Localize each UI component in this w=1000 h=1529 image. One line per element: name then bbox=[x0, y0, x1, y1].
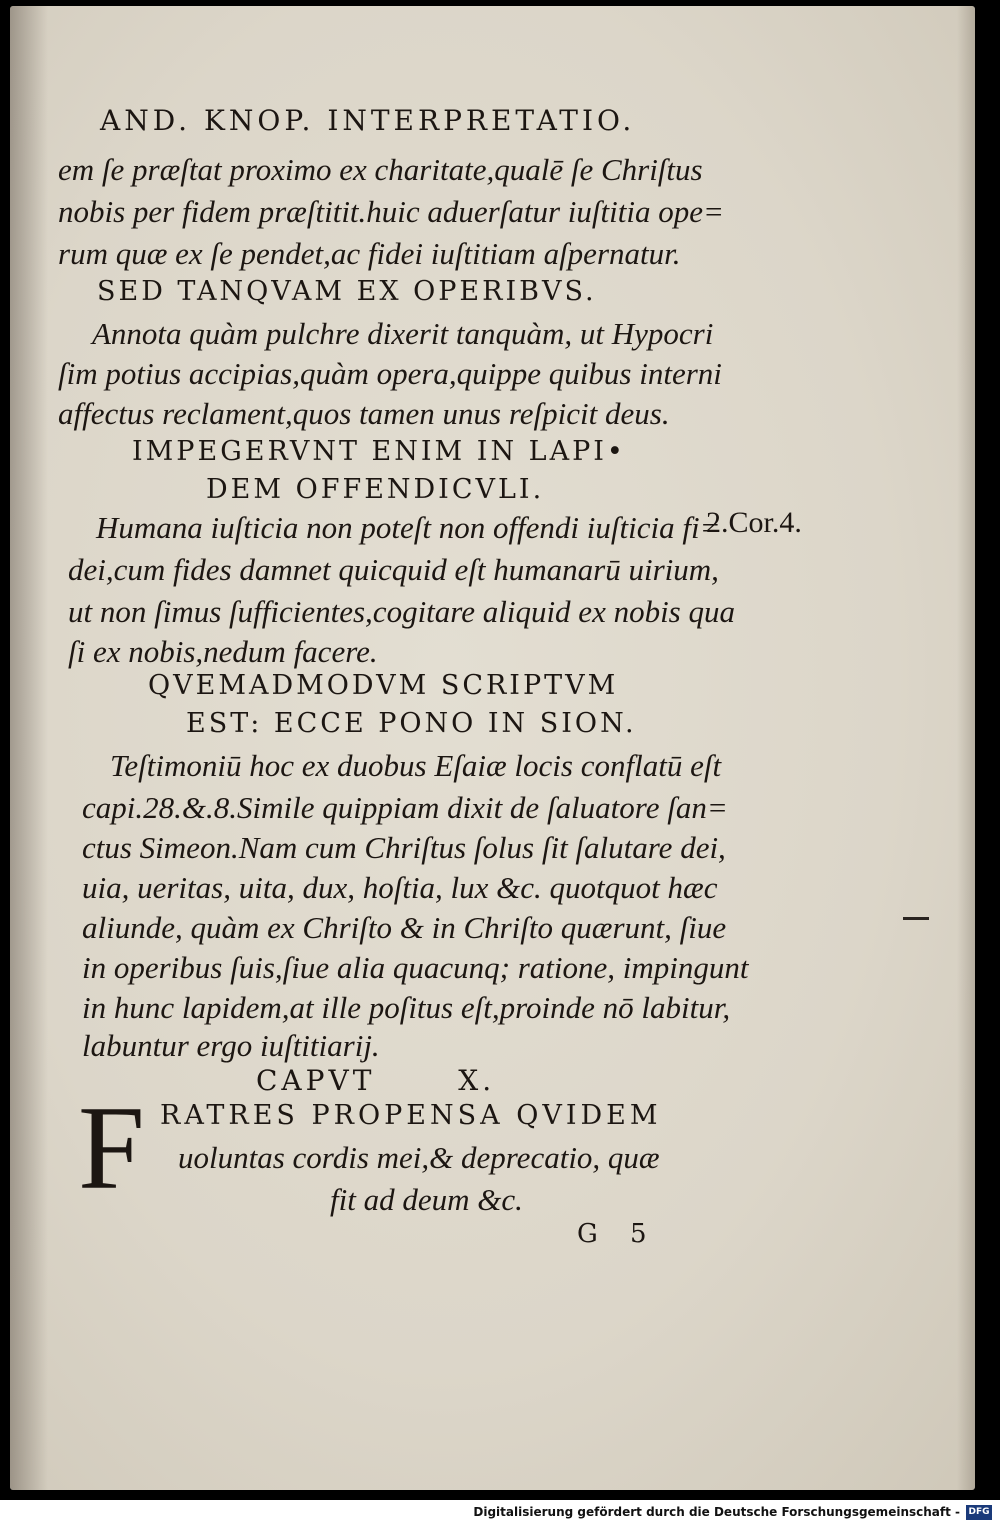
margin-mark bbox=[903, 917, 929, 920]
text-line: fit ad deum &c. bbox=[330, 1182, 523, 1217]
section-heading: QVEMADMODVM SCRIPTVM bbox=[148, 670, 619, 701]
chapter-heading: CAPVT X. bbox=[256, 1064, 496, 1097]
section-heading: EST: ECCE PONO IN SION. bbox=[186, 708, 637, 739]
spine-shadow bbox=[10, 6, 48, 1490]
text-line: em ſe præſtat proximo ex charitate,qualē ſe Chriſtus bbox=[58, 152, 703, 187]
text-line: uoluntas cordis mei,& deprecatio, quæ bbox=[178, 1140, 660, 1175]
section-heading: SED TANQVAM EX OPERIBVS. bbox=[97, 276, 597, 307]
page-edge bbox=[957, 6, 975, 1490]
text-line: Teſtimoniū hoc ex duobus Eſaiæ locis conflatū eſt bbox=[110, 748, 722, 783]
text-line: ſim potius accipias,quàm opera,quippe quibus interni bbox=[58, 356, 722, 391]
text-line: ut non ſimus ſufficientes,cogitare aliquid ex nobis qua bbox=[68, 594, 735, 629]
text-line: aliunde, quàm ex Chriſto & in Chriſto quærunt, ſiue bbox=[82, 910, 727, 945]
signature-mark: G 5 bbox=[577, 1219, 659, 1249]
text-line: Humana iuſticia non poteſt non offendi iuſticia fi= bbox=[96, 510, 721, 545]
running-head: AND. KNOP. INTERPRETATIO. bbox=[100, 104, 636, 137]
dfg-logo-icon: DFG bbox=[966, 1505, 992, 1520]
text-line: dei,cum fides damnet quicquid eſt humanarū uirium, bbox=[68, 552, 719, 587]
text-line: ſi ex nobis,nedum facere. bbox=[68, 634, 378, 669]
text-line: nobis per fidem præſtitit.huic aduerſatur iuſtitia ope= bbox=[58, 194, 724, 229]
text-line: ctus Simeon.Nam cum Chriſtus ſolus ſit ſalutare dei, bbox=[82, 830, 726, 865]
text-line: uia, ueritas, uita, dux, hoſtia, lux &c. quotquot hæc bbox=[82, 870, 718, 905]
section-heading: DEM OFFENDICVLI. bbox=[206, 474, 545, 505]
text-line: in hunc lapidem,at ille poſitus eſt,proinde nō labitur, bbox=[82, 990, 731, 1025]
text-line: rum quæ ex ſe pendet,ac fidei iuſtitiam aſpernatur. bbox=[58, 236, 681, 271]
text-line: labuntur ergo iuſtitiarij. bbox=[82, 1028, 380, 1063]
margin-note: 2.Cor.4. bbox=[706, 506, 802, 539]
chapter-opening: RATRES PROPENSA QVIDEM bbox=[160, 1100, 662, 1131]
funding-notice: Digitalisierung gefördert durch die Deutsche Forschungsgemeinschaft - bbox=[473, 1505, 960, 1519]
text-line: capi.28.&.8.Simile quippiam dixit de ſaluatore ſan= bbox=[82, 790, 728, 825]
text-line: affectus reclament,quos tamen unus reſpicit deus. bbox=[58, 396, 670, 431]
text-line: in operibus ſuis,ſiue alia quacunq; ratione, impingunt bbox=[82, 950, 749, 985]
section-heading: IMPEGERVNT ENIM IN LAPI• bbox=[132, 436, 626, 467]
drop-cap: F bbox=[78, 1081, 145, 1214]
text-line: Annota quàm pulchre dixerit tanquàm, ut Hypocri bbox=[92, 316, 714, 351]
